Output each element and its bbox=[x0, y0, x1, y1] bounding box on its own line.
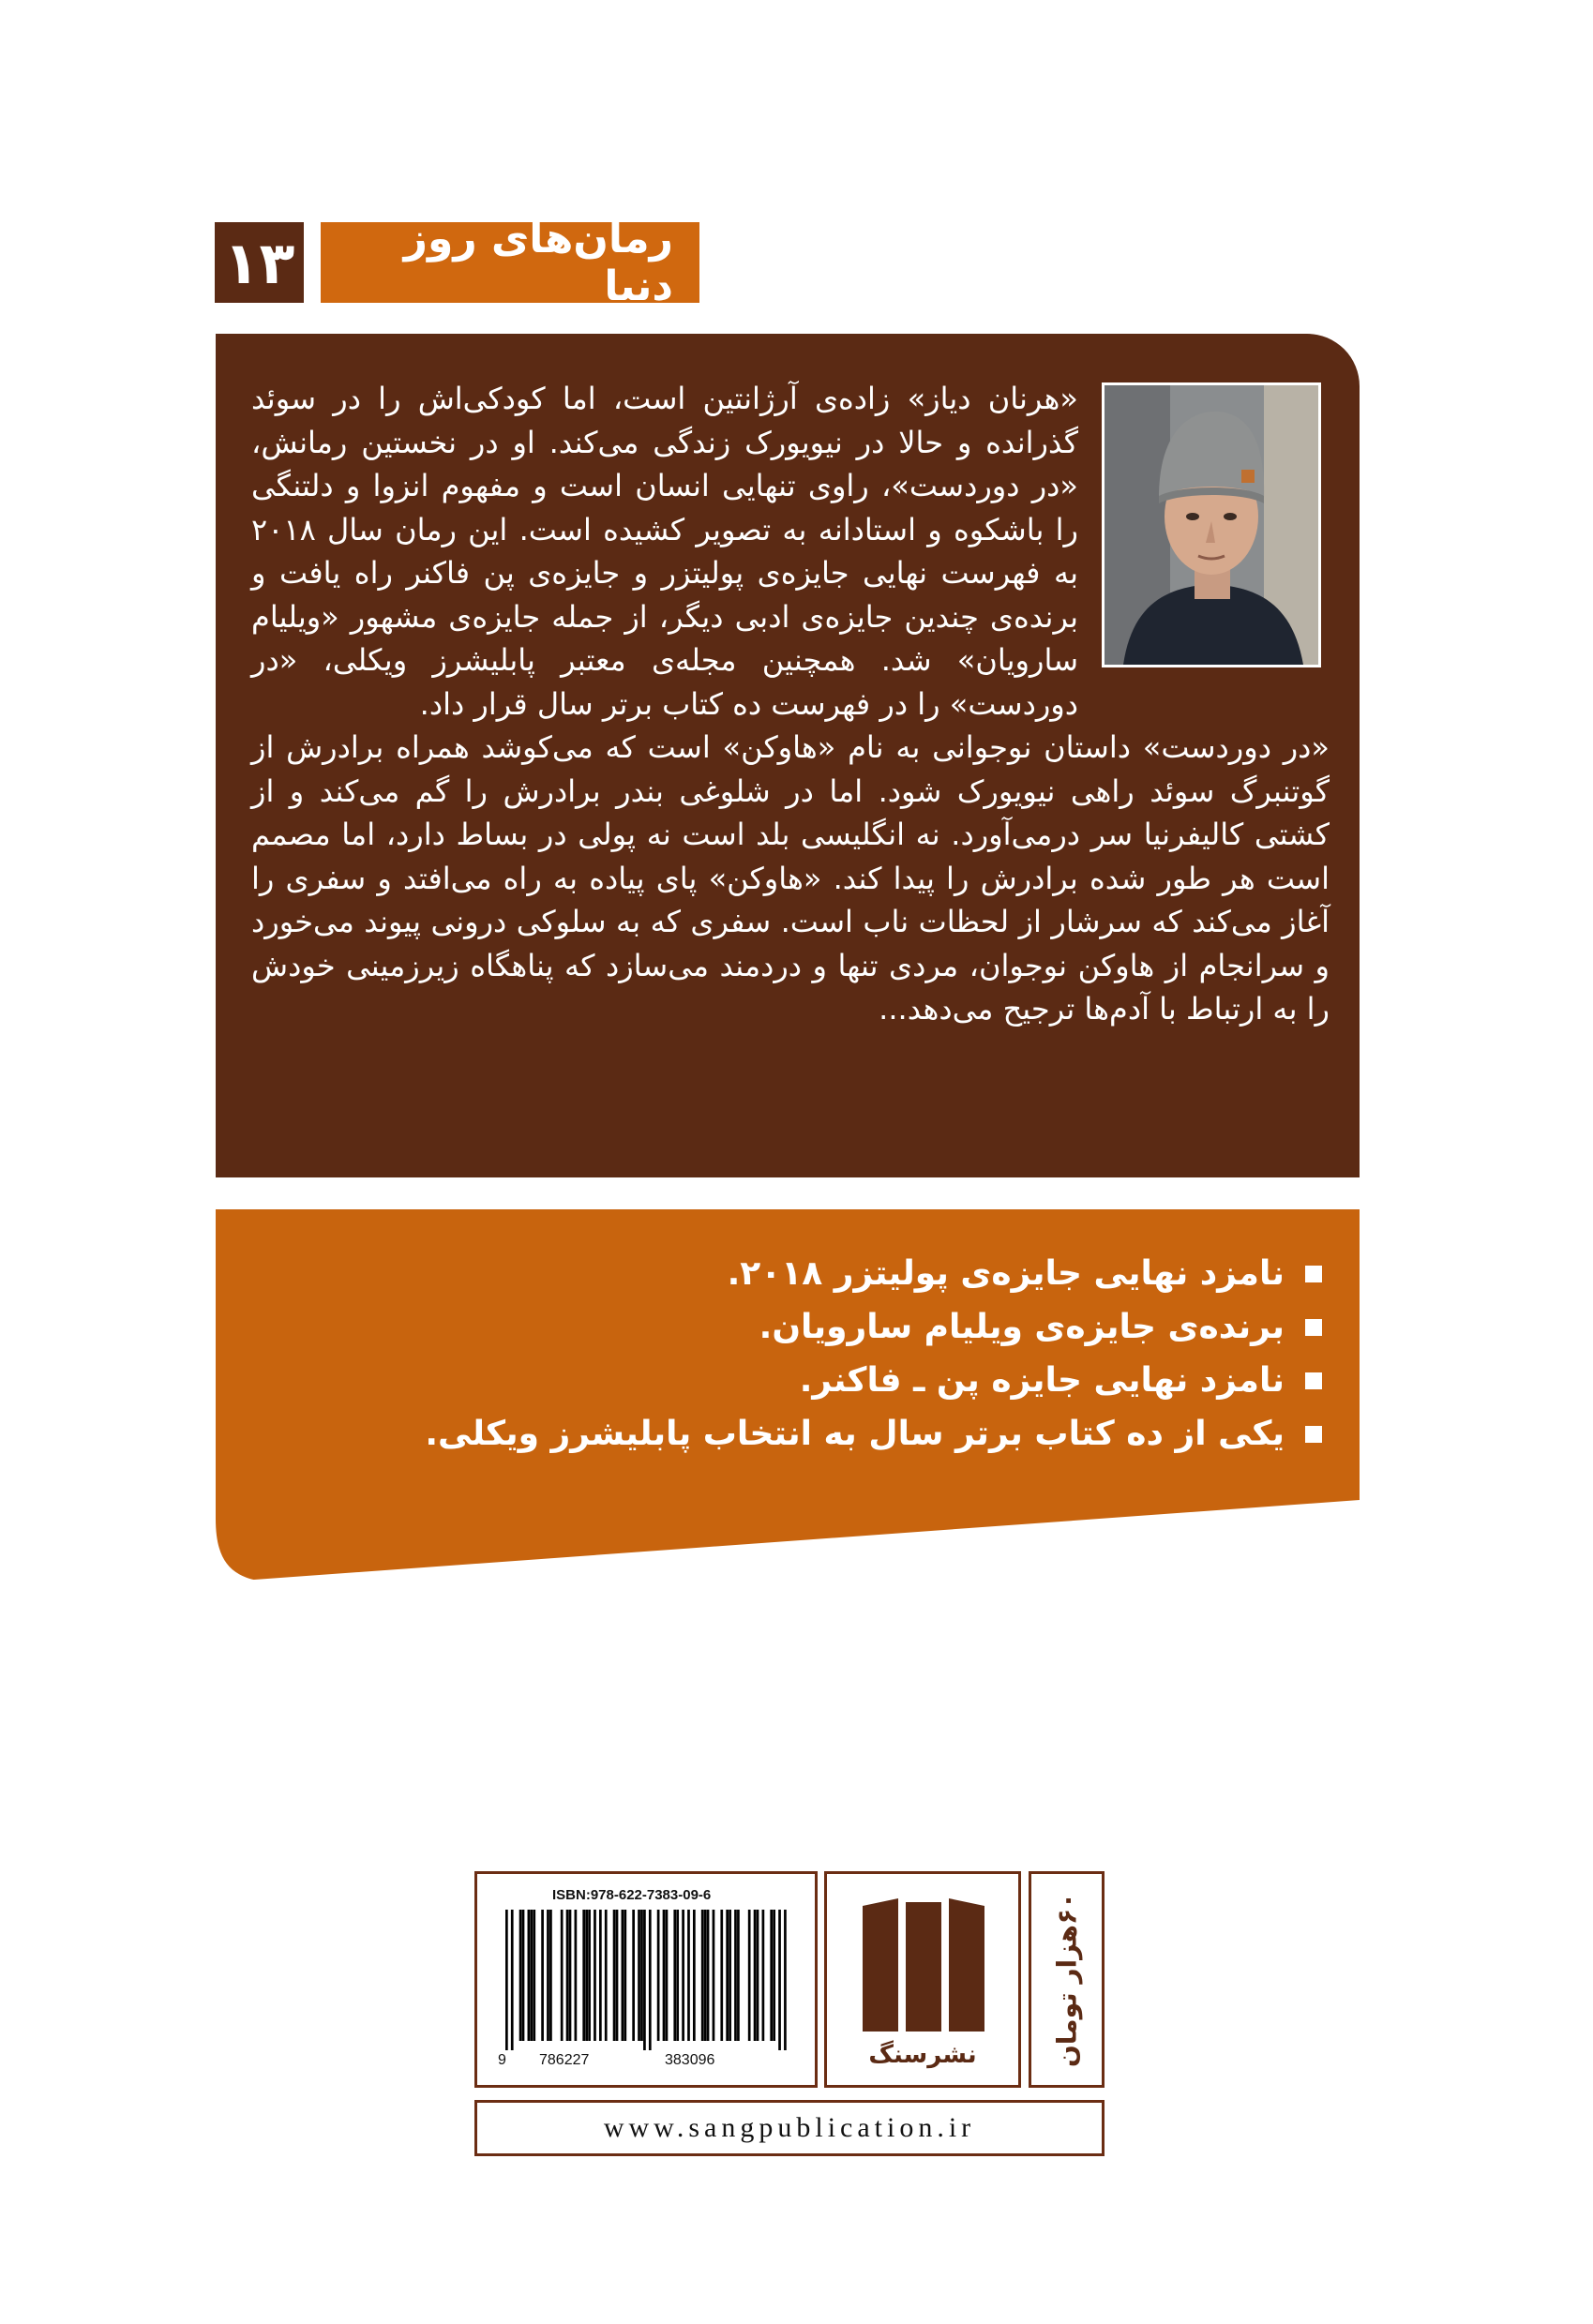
awards-list bbox=[425, 1247, 1322, 1461]
barcode-icon bbox=[505, 1910, 787, 2050]
barcode-bar bbox=[547, 1910, 549, 2041]
barcode-bar bbox=[687, 1910, 690, 2041]
barcode-bar bbox=[713, 1910, 715, 2041]
barcode-bar bbox=[773, 1910, 775, 2041]
bullet-square-icon bbox=[1305, 1266, 1322, 1282]
website-url: www.sangpublication.ir bbox=[603, 2112, 976, 2143]
barcode-bar bbox=[693, 1910, 696, 2041]
barcode-right-digits: 383096 bbox=[665, 2052, 715, 2068]
barcode-bar bbox=[640, 1910, 643, 2041]
barcode-bar bbox=[528, 1910, 531, 2041]
series-number: ۱۳ bbox=[215, 222, 304, 303]
barcode-bar bbox=[511, 1910, 514, 2050]
barcode-lead-digit: 9 bbox=[498, 2052, 506, 2068]
series-title: رمان‌های روز دنیا bbox=[321, 222, 699, 303]
barcode-bar bbox=[530, 1910, 533, 2041]
barcode-bar bbox=[624, 1910, 626, 2041]
award-item: نامزد نهایی جایزه‌ی پولیتزر ۲۰۱۸. bbox=[425, 1247, 1322, 1300]
barcode-bar bbox=[519, 1910, 522, 2041]
barcode-bar bbox=[505, 1910, 508, 2050]
bullet-square-icon bbox=[1305, 1319, 1322, 1336]
barcode-bar bbox=[663, 1910, 666, 2041]
barcode-bar bbox=[616, 1910, 619, 2041]
barcode-bar bbox=[784, 1910, 787, 2050]
barcode-bar bbox=[613, 1910, 616, 2041]
barcode-bar bbox=[599, 1910, 602, 2041]
publisher-name: نشرسنگ bbox=[868, 2041, 977, 2069]
barcode-bar bbox=[757, 1910, 759, 2041]
barcode-bar bbox=[569, 1910, 572, 2041]
barcode-bar bbox=[588, 1910, 591, 2041]
barcode-bar bbox=[582, 1910, 585, 2041]
barcode-bar bbox=[748, 1910, 751, 2041]
barcode-bar bbox=[594, 1910, 596, 2041]
barcode-bar bbox=[729, 1910, 731, 2041]
award-item: نامزد نهایی جایزه پن ـ فاکنر. bbox=[425, 1354, 1322, 1407]
barcode-bar bbox=[762, 1910, 765, 2041]
barcode-bar bbox=[737, 1910, 740, 2041]
isbn-label: ISBN:978-622-7383-09-6 bbox=[552, 1887, 712, 1903]
award-item: برنده‌ی جایزه‌ی ویلیام سارویان. bbox=[425, 1300, 1322, 1354]
barcode-bar bbox=[770, 1910, 773, 2041]
barcode-bar bbox=[643, 1910, 646, 2050]
author-photo bbox=[1102, 382, 1321, 667]
barcode-bar bbox=[649, 1910, 652, 2050]
barcode-bar bbox=[666, 1910, 669, 2041]
barcode-bar bbox=[632, 1910, 635, 2041]
barcode-bar bbox=[585, 1910, 588, 2041]
barcode-bar bbox=[522, 1910, 525, 2041]
publisher-logo-icon bbox=[861, 1898, 988, 2032]
publisher-logo-box bbox=[824, 1871, 1021, 2088]
bio-paragraph: «در دوردست» داستان نوجوانی به نام «هاوکن» است که می‌کوشد همراه برادرش از گوتنبرگ سوئد راهی نیویورک شود. اما در شلوغی بندر برادرش را گم می‌کند و از کشتی کالیفرنیا سر درمی‌آورد. نه انگلیسی بلد است نه پولی در بساط دارد، اما مصمم است هر طور شده برادرش را پیدا کند. «هاوکن» پای پیاده به راه می‌افتد و سفری را آغاز می‌کند که سرشار از لحظات ناب است. سفری که به سلوکی درونی پیوند می‌خورد و سرانجام از هاوکن نوجوان، مردی تنها و دردمند می‌سازد که پناهگاه زیرزمینی خودش را به ارتباط با آدم‌ها ترجیح می‌دهد... bbox=[251, 729, 1330, 1027]
barcode-bar bbox=[707, 1910, 710, 2041]
barcode-bar bbox=[754, 1910, 757, 2041]
barcode-bar bbox=[638, 1910, 640, 2041]
barcode-bar bbox=[657, 1910, 660, 2041]
website-box bbox=[474, 2100, 1105, 2156]
barcode-bar bbox=[566, 1910, 569, 2041]
barcode-bar bbox=[676, 1910, 679, 2041]
author-portrait-image bbox=[1105, 385, 1318, 665]
bullet-square-icon bbox=[1305, 1426, 1322, 1443]
barcode-left-digits: 786227 bbox=[539, 2052, 590, 2068]
price-text: ۶۰هزار تومان bbox=[1051, 1892, 1082, 2067]
bullet-square-icon bbox=[1305, 1372, 1322, 1389]
barcode-bar bbox=[561, 1910, 564, 2041]
barcode-bar bbox=[734, 1910, 737, 2041]
barcode-bar bbox=[778, 1910, 781, 2050]
barcode-bar bbox=[673, 1910, 676, 2041]
barcode-bar bbox=[682, 1910, 684, 2041]
barcode-bar bbox=[726, 1910, 729, 2041]
barcode-bar bbox=[720, 1910, 723, 2041]
barcode-bar bbox=[622, 1910, 624, 2041]
barcode-bar bbox=[549, 1910, 552, 2041]
award-item: یکی از ده کتاب برتر سال به انتخاب پابلیشرز ویکلی. bbox=[425, 1407, 1322, 1461]
barcode-bar bbox=[575, 1910, 578, 2041]
barcode-bar bbox=[701, 1910, 704, 2041]
barcode-bar bbox=[704, 1910, 707, 2041]
bio-paragraph: «هرنان دیاز» زاده‌ی آرژانتین است، اما کودکی‌اش را در سوئد گذرانده و حالا در نیویورک زندگی می‌کند. او در نخستین رمانش، «در دوردست»، راوی تنهایی انسان است و مفهوم انزوا و دلتنگی را باشکوه و استادانه به تصویر کشیده است. این رمان سال ۲۰۱۸ به فهرست نهایی جایزه‌ی پولیتزر و جایزه‌ی پن فاکنر راه یافت و برنده‌ی چندین جایزه‌ی ادبی دیگر، از جمله جایزه‌ی مشهور «ویلیام سارویان» شد. همچنین مجله‌ی معتبر پابلیشرز ویکلی، «در دوردست» را در فهرست ده کتاب برتر سال قرار داد. bbox=[251, 381, 1078, 722]
price-box bbox=[1029, 1871, 1105, 2088]
barcode-bar bbox=[541, 1910, 544, 2041]
barcode-bar bbox=[533, 1910, 535, 2041]
barcode-box bbox=[474, 1871, 818, 2088]
barcode-bar bbox=[605, 1910, 608, 2041]
awards-box bbox=[216, 1209, 1360, 1582]
